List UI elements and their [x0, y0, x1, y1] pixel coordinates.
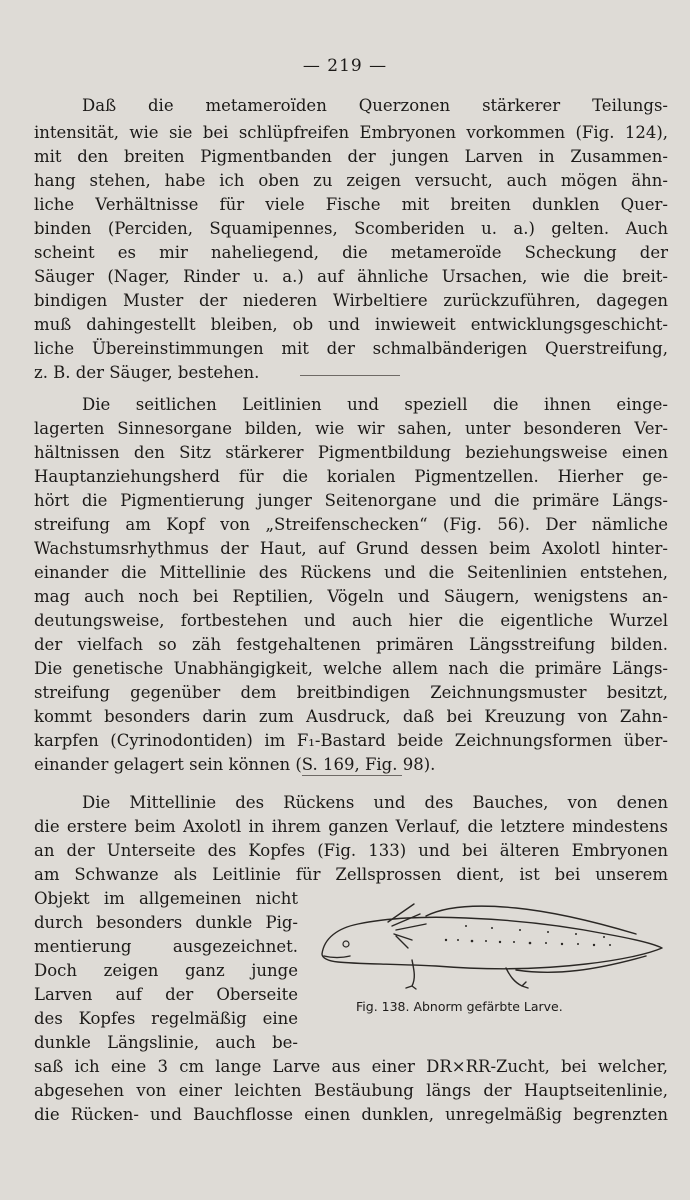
text-line: mag auch noch bei Reptilien, Vögeln und Säugern, wenigstens an-	[34, 587, 668, 606]
text-line: deutungsweise, fortbestehen und auch hier die eigentliche Wurzel	[34, 611, 668, 630]
text-line: liche Verhältnisse für viele Fische mit breiten dunklen Quer-	[34, 195, 668, 214]
text-line: der vielfach so zäh festgehaltenen primären Längsstreifung bilden.	[34, 635, 668, 654]
text-line: Objekt im allgemeinen nicht	[34, 889, 298, 908]
text-line: Wachstumsrhythmus der Haut, auf Grund dessen beim Axolotl hinter-	[34, 539, 668, 558]
text-line: liche Übereinstimmungen mit der schmalbänderigen Querstreifung,	[34, 339, 668, 358]
larva-illustration	[316, 896, 666, 990]
text-line: Die Mittellinie des Rückens und des Bauches, von denen	[82, 793, 668, 812]
text-line: kommt besonders darin zum Ausdruck, daß bei Kreuzung von Zahn-	[34, 707, 668, 726]
text-line: hört die Pigmentierung junger Seitenorgane und die primäre Längs-	[34, 491, 668, 510]
text-line: Die seitlichen Leitlinien und speziell die ihnen einge-	[82, 395, 668, 414]
text-line: durch besonders dunkle Pig-	[34, 913, 298, 932]
text-line: die erstere beim Axolotl in ihrem ganzen Verlauf, die letztere mindestens	[34, 817, 668, 836]
text-line: streifung gegenüber dem breitbindigen Zeichnungsmuster besitzt,	[34, 683, 668, 702]
text-line: des Kopfes regelmäßig eine	[34, 1009, 298, 1028]
text-line: muß dahingestellt bleiben, ob und inwieweit entwicklungsgeschicht-	[34, 315, 668, 334]
page-number: — 219 —	[302, 56, 388, 76]
text-line: Die genetische Unabhängigkeit, welche allem nach die primäre Längs-	[34, 659, 668, 678]
text-line: Doch zeigen ganz junge	[34, 961, 298, 980]
text-line: Säuger (Nager, Rinder u. a.) auf ähnliche Ursachen, wie die breit-	[34, 267, 668, 286]
text-line: dunkle Längslinie, auch be-	[34, 1033, 298, 1052]
text-line: mentierung ausgezeichnet.	[34, 937, 298, 956]
text-line: mit den breiten Pigmentbanden der jungen Larven in Zusammen-	[34, 147, 668, 166]
text-line: an der Unterseite des Kopfes (Fig. 133) und bei älteren Embryonen	[34, 841, 668, 860]
text-line: abgesehen von einer leichten Bestäubung längs der Hauptseitenlinie,	[34, 1081, 668, 1100]
text-line: binden (Perciden, Squamipennes, Scomberiden u. a.) gelten. Auch	[34, 219, 668, 238]
text-line: z. B. der Säuger, bestehen.	[34, 363, 260, 382]
text-line: saß ich eine 3 cm lange Larve aus einer DR×RR-Zucht, bei welcher,	[34, 1057, 668, 1076]
section-divider	[302, 775, 402, 776]
text-line: hang stehen, habe ich oben zu zeigen versucht, auch mögen ähn-	[34, 171, 668, 190]
figure-caption: Fig. 138. Abnorm gefärbte Larve.	[356, 999, 563, 1014]
text-line: bindigen Muster der niederen Wirbeltiere zurückzuführen, dagegen	[34, 291, 668, 310]
text-line: lagerten Sinnesorgane bilden, wie wir sahen, unter besonderen Ver-	[34, 419, 668, 438]
text-line: hältnissen den Sitz stärkerer Pigmentbildung beziehungsweise einen	[34, 443, 668, 462]
text-line: Larven auf der Oberseite	[34, 985, 298, 1004]
section-divider	[300, 375, 400, 376]
text-line: karpfen (Cyrinodontiden) im F₁-Bastard beide Zeichnungsformen über-	[34, 731, 668, 750]
text-line: einander gelagert sein können (S. 169, Fig. 98).	[34, 755, 436, 774]
text-line: am Schwanze als Leitlinie für Zellsprossen dient, ist bei unserem	[34, 865, 668, 884]
text-line: intensität, wie sie bei schlüpfreifen Embryonen vorkommen (Fig. 124),	[34, 123, 668, 142]
text-line: Daß die metameroïden Querzonen stärkerer Teilungs-	[82, 96, 668, 115]
text-line: die Rücken- und Bauchflosse einen dunklen, unregelmäßig begrenzten	[34, 1105, 668, 1124]
text-line: einander die Mittellinie des Rückens und die Seitenlinien entstehen,	[34, 563, 668, 582]
text-line: streifung am Kopf von „Streifenschecken“ (Fig. 56). Der nämliche	[34, 515, 668, 534]
text-line: Hauptanziehungsherd für die korialen Pigmentzellen. Hierher ge-	[34, 467, 668, 486]
text-line: scheint es mir naheliegend, die metameroïde Scheckung der	[34, 243, 668, 262]
